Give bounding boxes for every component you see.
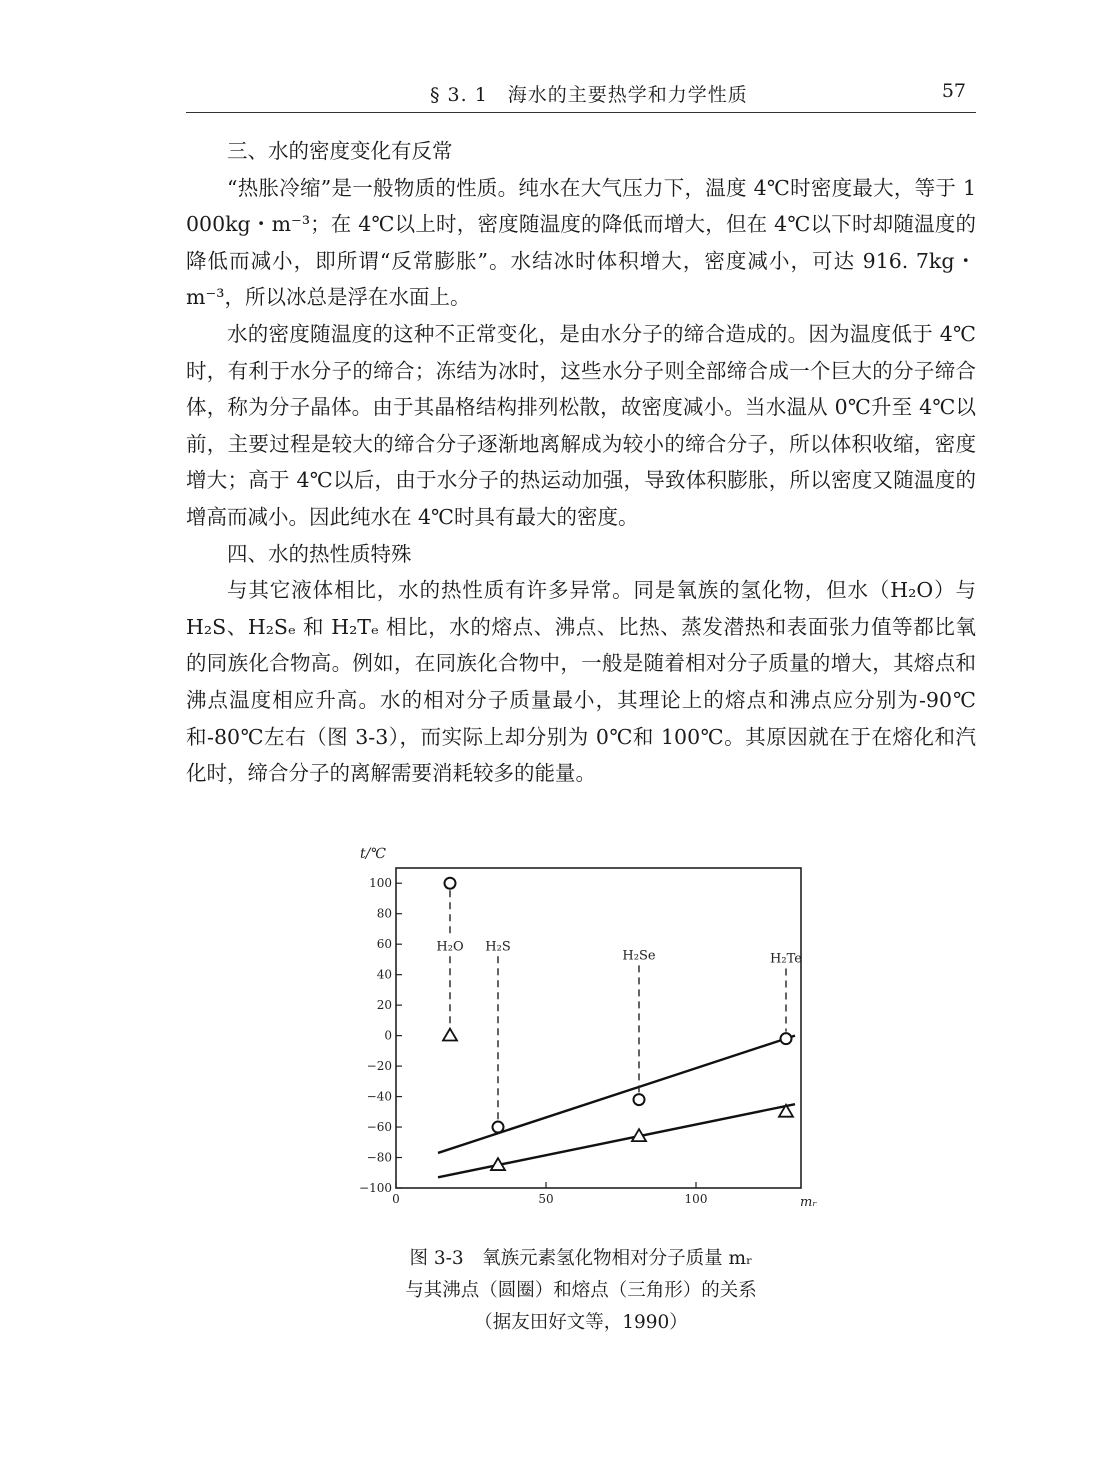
y-tick-label: 80 [376, 906, 392, 921]
paragraph-density-explanation: 水的密度随温度的这种不正常变化，是由水分子的缔合造成的。因为温度低于 4℃时，有利于水分子的缔合；冻结为冰时，这些水分子则全部缔合成一个巨大的分子缔合体，称为分子晶体。由于其晶格结构排列松散，故密度减小。当水温从 0℃升至 4℃以前，主要过程是较大的缔合分子逐渐地离解成为较小的缔合分子，所以体积收缩，密度增大；高于 4℃以后，由于水分子的热运动加强，导致体积膨胀，所以密度又随温度的增高而减小。因此纯水在 4℃时具有最大的密度。 [186, 321, 976, 529]
y-tick-label: −20 [366, 1059, 392, 1074]
y-tick-label: −100 [359, 1181, 392, 1195]
y-tick-label: 40 [376, 967, 392, 982]
figure-caption [186, 1243, 976, 1339]
trend-line-melting [438, 1104, 795, 1177]
paragraph-thermal-expansion: “热胀冷缩”是一般物质的性质。纯水在大气压力下，温度 4℃时密度最大，等于 1 000kg・m⁻³；在 4℃以上时，密度随温度的降低而增大，但在 4℃以下时却随温度的降低而减小，即所谓“反常膨胀”。水结冰时体积增大，密度减小，可达 916. 7kg・m⁻³，所以冰总是浮在水面上。 [186, 175, 976, 310]
x-tick-label: 50 [538, 1192, 554, 1206]
y-tick-label: 20 [376, 998, 392, 1013]
boiling-point-circle [493, 1122, 504, 1133]
boiling-point-circle [781, 1033, 792, 1044]
section-heading-thermal: 四、水的热性质特殊 [227, 541, 412, 566]
figure-3-3 [330, 838, 817, 1218]
boiling-point-circle [634, 1094, 645, 1105]
section-heading-density: 三、水的密度变化有反常 [227, 139, 453, 163]
x-tick-label: 100 [684, 1192, 708, 1206]
compound-label: H₂Se [622, 948, 656, 964]
y-tick-label: −80 [366, 1150, 392, 1165]
paragraph-thermal-properties: 与其它液体相比，水的热性质有许多异常。同是氧族的氢化物，但水（H₂O）与 H₂S、H₂Sₑ 和 H₂Tₑ 相比，水的熔点、沸点、比热、蒸发潜热和表面张力值等都比氧的同族化合物高。例如，在同族化合物中，一般是随着相对分子质量的增大，其熔点和沸点温度相应升高。水的相对分子质量最小，其理论上的熔点和沸点应分别为-90℃和-80℃左右（图 3-3），而实际上却分别为 0℃和 100℃。其原因就在于在熔化和汽化时，缔合分子的离解需要消耗较多的能量。 [186, 578, 976, 786]
trend-line-boiling [438, 1036, 795, 1153]
caption-line-2: 与其沸点（圆圈）和熔点（三角形）的关系 [405, 1280, 757, 1301]
plot-frame [396, 868, 801, 1188]
compound-label: H₂O [436, 939, 464, 955]
y-tick-label: 100 [369, 876, 392, 891]
compound-label: H₂S [485, 939, 511, 955]
boiling-point-circle [445, 878, 456, 889]
x-axis-label: mᵣ [800, 1195, 817, 1210]
y-tick-label: −40 [366, 1089, 392, 1104]
body-text [186, 133, 976, 792]
y-tick-label: 60 [376, 937, 392, 952]
running-header [186, 76, 976, 113]
melting-point-triangle [443, 1029, 457, 1041]
compound-label: H₂Te [770, 951, 802, 967]
page-number: 57 [941, 80, 966, 102]
y-axis-label: t/℃ [360, 846, 387, 862]
y-tick-label: −60 [366, 1120, 392, 1135]
caption-line-1: 图 3-3 氧族元素氢化物相对分子质量 mᵣ [409, 1248, 753, 1269]
caption-line-3: （据友田好文等，1990） [474, 1312, 688, 1333]
y-tick-label: 0 [384, 1028, 392, 1043]
x-tick-label: 0 [392, 1192, 400, 1206]
hydride-chart [330, 838, 817, 1218]
section-title: § 3. 1 海水的主要热学和力学性质 [430, 84, 748, 106]
